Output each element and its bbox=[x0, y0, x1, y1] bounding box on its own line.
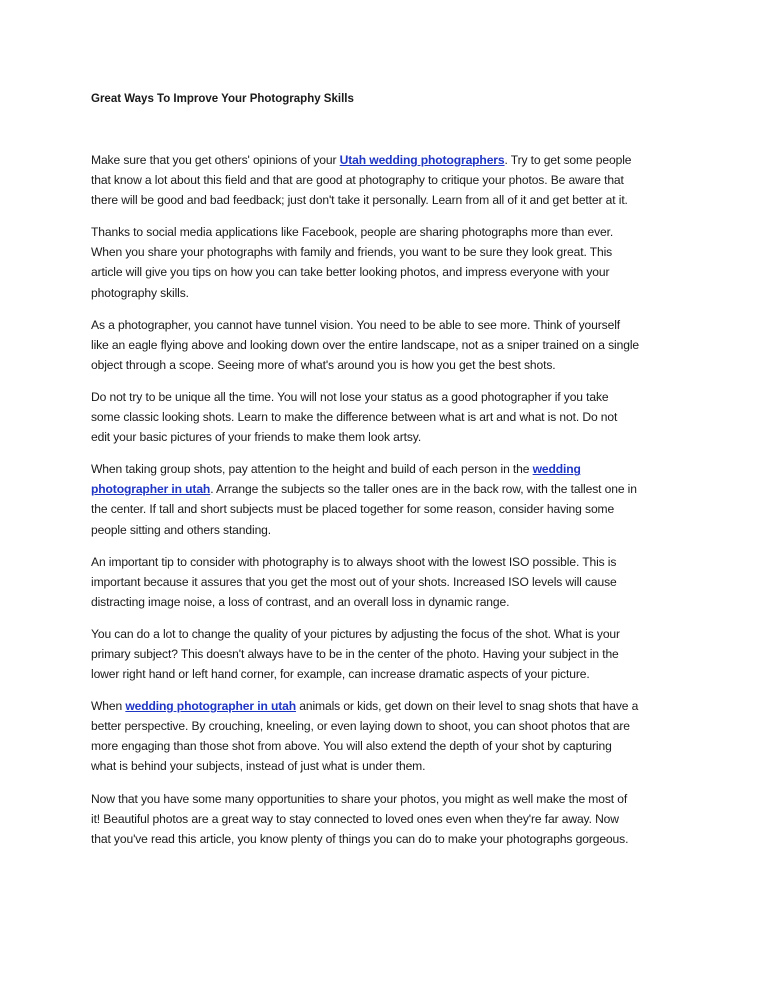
text-line bbox=[91, 459, 685, 479]
document-title: Great Ways To Improve Your Photography Skills bbox=[91, 93, 354, 105]
text-run: When you share your photographs with family and friends, you want to be sure they look great. This bbox=[91, 245, 613, 260]
text-run: article will give you tips on how you can take better looking photos, and impress everyone with your bbox=[91, 265, 610, 280]
text-run: You can do a lot to change the quality of your pictures by adjusting the focus of the shot. What is your bbox=[91, 626, 620, 641]
text-line bbox=[91, 427, 685, 447]
text-line bbox=[91, 789, 685, 809]
paragraph bbox=[91, 459, 685, 539]
text-run: better perspective. By crouching, kneeling, or even laying down to shoot, you can shoot photos that are bbox=[91, 719, 630, 734]
paragraph bbox=[91, 150, 685, 210]
text-line bbox=[91, 150, 685, 170]
wedding-photographer-link[interactable]: wedding bbox=[532, 462, 581, 477]
text-run: that you've read this article, you know plenty of things you can do to make your photographs gorgeous. bbox=[91, 831, 629, 846]
text-run: Now that you have some many opportunities to share your photos, you might as well make the most of bbox=[91, 791, 628, 806]
text-run: lower right hand or left hand corner, for example, can increase dramatic aspects of your picture. bbox=[91, 667, 590, 682]
text-run: important because it assures that you get the most out of your shots. Increased ISO levels will cause bbox=[91, 574, 617, 589]
text-line bbox=[91, 696, 685, 716]
text-line bbox=[91, 592, 685, 612]
paragraph bbox=[91, 387, 685, 447]
paragraph bbox=[91, 552, 685, 612]
text-line bbox=[91, 283, 685, 303]
text-line bbox=[91, 242, 685, 262]
text-run: Do not try to be unique all the time. You will not lose your status as a good photographer if you take bbox=[91, 389, 609, 404]
text-line bbox=[91, 644, 685, 664]
text-line bbox=[91, 756, 685, 776]
text-run: As a photographer, you cannot have tunnel vision. You need to be able to see more. Think of yourself bbox=[91, 317, 621, 332]
text-run: distracting image noise, a loss of contrast, and an overall loss in dynamic range. bbox=[91, 594, 510, 609]
text-run: more engaging than those shot from above. You will also extend the depth of your shot by capturing bbox=[91, 739, 612, 754]
text-line bbox=[91, 499, 685, 519]
text-line bbox=[91, 262, 685, 282]
text-run: photography skills. bbox=[91, 285, 189, 300]
text-line bbox=[91, 716, 685, 736]
text-run: that know a lot about this field and that are good at photography to critique your photos. Be aware that bbox=[91, 173, 624, 188]
text-line bbox=[91, 552, 685, 572]
text-run: primary subject? This doesn't always have to be in the center of the photo. Having your subject in the bbox=[91, 646, 619, 661]
paragraph bbox=[91, 315, 685, 375]
text-line bbox=[91, 170, 685, 190]
text-run: Make sure that you get others' opinions of your bbox=[91, 153, 340, 167]
text-run: animals or kids, get down on their level to snag shots that have a bbox=[296, 699, 639, 714]
text-run: edit your basic pictures of your friends to make them look artsy. bbox=[91, 430, 422, 445]
text-line bbox=[91, 222, 685, 242]
text-run: When bbox=[91, 699, 126, 714]
text-line bbox=[91, 315, 685, 335]
text-run: what is behind your subjects, instead of just what is under them. bbox=[91, 759, 426, 774]
text-run: An important tip to consider with photography is to always shoot with the lowest ISO possible. This is bbox=[91, 554, 617, 569]
text-run: people sitting and others standing. bbox=[91, 522, 272, 537]
text-run: . Try to get some people bbox=[504, 153, 632, 167]
text-line bbox=[91, 407, 685, 427]
text-run: there will be good and bad feedback; just don't take it personally. Learn from all of it and get better at it. bbox=[91, 193, 628, 208]
document-body bbox=[91, 150, 685, 861]
paragraph bbox=[91, 789, 685, 849]
text-line bbox=[91, 355, 685, 375]
text-run: object through a scope. Seeing more of what's around you is how you get the best shots. bbox=[91, 357, 556, 372]
text-line bbox=[91, 190, 685, 210]
text-run: some classic looking shots. Learn to make the difference between what is art and what is not. Do not bbox=[91, 410, 618, 425]
text-run: Thanks to social media applications like Facebook, people are sharing photographs more than ever. bbox=[91, 225, 614, 240]
text-line bbox=[91, 829, 685, 849]
text-run: the center. If tall and short subjects must be placed together for some reason, consider having some bbox=[91, 502, 615, 517]
text-line bbox=[91, 387, 685, 407]
text-run: . Arrange the subjects so the taller ones are in the back row, with the tallest one in bbox=[210, 482, 637, 497]
text-line bbox=[91, 520, 685, 540]
text-line bbox=[91, 572, 685, 592]
wedding-photographer-link[interactable]: photographer in utah bbox=[91, 482, 211, 497]
text-line bbox=[91, 479, 685, 499]
text-run: it! Beautiful photos are a great way to stay connected to loved ones even when they're far away. Now bbox=[91, 811, 619, 826]
wedding-photographer-link[interactable]: wedding photographer in utah bbox=[125, 699, 297, 714]
text-run: like an eagle flying above and looking down over the entire landscape, not as a sniper trained on a single bbox=[91, 337, 639, 352]
text-line bbox=[91, 624, 685, 644]
text-run: When taking group shots, pay attention to the height and build of each person in the bbox=[91, 462, 533, 477]
text-line bbox=[91, 664, 685, 684]
text-line bbox=[91, 335, 685, 355]
text-line bbox=[91, 736, 685, 756]
paragraph bbox=[91, 696, 685, 776]
paragraph bbox=[91, 222, 685, 302]
text-line bbox=[91, 809, 685, 829]
wedding-photographer-link[interactable]: Utah wedding photographers bbox=[339, 153, 505, 167]
paragraph bbox=[91, 624, 685, 684]
